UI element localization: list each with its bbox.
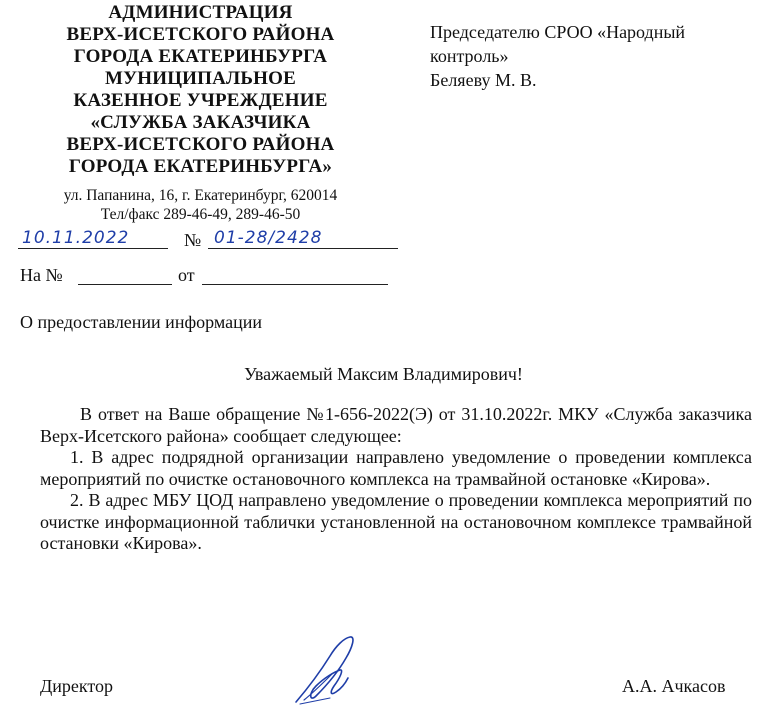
body-item: 2. В адрес МБУ ЦОД направлено уведомление о проведении комплекса мероприятий по очистке информационной таблички установленной на остановочном комплексе трамвайной остановки «Кирова». [40,490,752,553]
org-line: АДМИНИСТРАЦИЯ [108,2,293,23]
number-label: № [184,230,202,250]
sender-address: ул. Папанина, 16, г. Екатеринбург, 620014 [63,187,338,204]
greeting: Уважаемый Максим Владимирович! [244,364,523,384]
recipient-line: контроль» [430,46,509,66]
org-line: «СЛУЖБА ЗАКАЗЧИКА [90,112,311,133]
subject: О предоставлении информации [20,312,262,332]
recipient-line: Беляеву М. В. [430,70,537,90]
recipient-block [430,20,750,92]
body-intro: В ответ на Ваше обращение №1-656-2022(Э) от 31.10.2022г. МКУ «Служба заказчика Верх-Исетского района» сообщает следующее: [40,404,752,446]
number-underline [208,248,398,249]
signatory-name: А.А. Ачкасов [622,676,726,696]
from-label: от [178,265,195,285]
in-reply-label: На № [20,265,63,285]
in-reply-underline [78,284,172,285]
body-item: 1. В адрес подрядной организации направлено уведомление о проведении комплекса мероприятий по очистке остановочного комплекса на трамвайной остановке «Кирова». [40,447,752,489]
org-line: ВЕРХ-ИСЕТСКОГО РАЙОНА [66,24,335,45]
signatory-role: Директор [40,676,114,696]
from-underline [202,284,388,285]
handwritten-signature [290,632,370,707]
org-line: ГОРОДА ЕКАТЕРИНБУРГА» [68,156,333,177]
org-line: КАЗЕННОЕ УЧРЕЖДЕНИЕ [73,90,328,111]
org-line: ГОРОДА ЕКАТЕРИНБУРГА [73,46,328,67]
recipient-line: Председателю СРОО «Народный [430,22,686,42]
sender-contacts [28,186,373,224]
org-line: МУНИЦИПАЛЬНОЕ [104,68,297,89]
sender-organization [28,2,373,178]
letter-body [40,404,752,555]
registration-date: 10.11.2022 [22,228,130,248]
date-underline [18,248,168,249]
org-line: ВЕРХ-ИСЕТСКОГО РАЙОНА [66,134,335,155]
sender-phone: Тел/факс 289-46-49, 289-46-50 [100,206,301,223]
registration-number: 01-28/2428 [214,228,323,248]
